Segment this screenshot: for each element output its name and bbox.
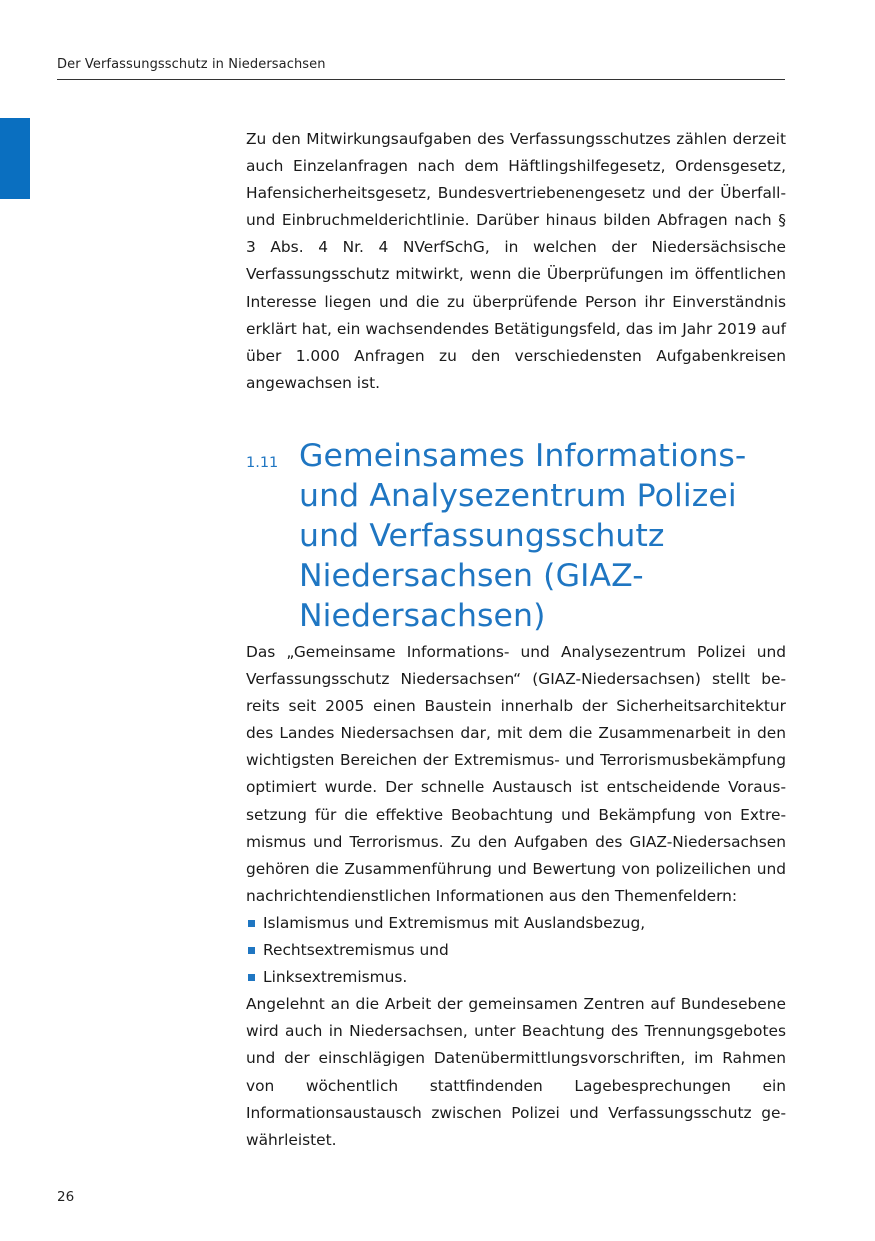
paragraph-informationsaustausch: Angelehnt an die Arbeit der gemeinsamen Zentren auf Bundesebene wird auch in Niedersachsen, unter Beachtung des Trennungsgebotes und der einschlägigen Datenübermittlungsvorschriften, im Rahmen von wöchentlich stattfindenden Lagebesprechungen ein Informationsaustausch zwischen Polizei und Verfassungsschutz gewährleistet. <box>246 995 786 1149</box>
list-item-text: Islamismus und Extremismus mit Auslandsbezug, <box>263 913 646 932</box>
list-item-text: Linksextremismus. <box>263 968 408 987</box>
chapter-tab-marker <box>0 118 30 199</box>
square-bullet-icon <box>248 920 255 927</box>
header-rule <box>57 79 785 80</box>
list-item <box>246 964 786 991</box>
list-item-text: Rechtsextremismus und <box>263 941 449 960</box>
list-item <box>246 937 786 964</box>
square-bullet-icon <box>248 947 255 954</box>
paragraph-mitwirkungsaufgaben: Zu den Mitwirkungsaufgaben des Verfassungsschutzes zählen derzeit auch Einzelanfragen nach dem Häftlingshilfegesetz, Ordensgesetz, Hafensicherheitsgesetz, Bundesvertriebenengesetz und der Überfall- und Einbruchmelderichtlinie. Darüber hinaus bilden Abfragen nach § 3 Abs. 4 Nr. 4 NVerfSchG, in welchen der Niedersächsische Verfassungsschutz mitwirkt, wenn die Überprüfungen im öffentlichen Interesse liegen und die zu überprüfende Person ihr Einverständnis erklärt hat, ein wachsendendes Betätigungsfeld, das im Jahr 2019 auf über 1.000 Anfragen zu den verschiedensten Aufgabenkreisen angewachsen ist. <box>246 130 786 392</box>
running-header: Der Verfassungsschutz in Niedersachsen <box>57 57 326 72</box>
section-number: 1.11 <box>246 455 279 471</box>
list-item <box>246 910 786 937</box>
themenfelder-list <box>246 910 786 991</box>
section-heading <box>246 436 786 636</box>
page-number: 26 <box>57 1189 75 1205</box>
giaz-block <box>246 639 786 1154</box>
square-bullet-icon <box>248 974 255 981</box>
intro-block <box>246 126 786 397</box>
paragraph-giaz-intro: Das „Gemeinsame Informations- und Analysezentrum Polizei und Verfassungsschutz Niedersachsen“ (GIAZ-Niedersachsen) stellt bereits seit 2005 einen Baustein innerhalb der Sicherheitsarchitektur des Landes Niedersachsen dar, mit dem die Zusammenarbeit in den wichtigsten Bereichen der Extremismus- und Terrorismusbekämpfung optimiert wurde. Der schnelle Austausch ist entscheidende Voraussetzung für die effektive Beobachtung und Bekämpfung von Extremismus und Terrorismus. Zu den Aufgaben des GIAZ-Niedersachsen gehören die Zusammenführung und Bewertung von polizeilichen und nachrichtendienstlichen Informationen aus den Themenfeldern: <box>246 643 786 905</box>
section-title: Gemeinsames Informations- und Analysezentrum Polizei und Verfassungsschutz Niedersachsen (GIAZ-Niedersachsen) <box>299 438 747 634</box>
